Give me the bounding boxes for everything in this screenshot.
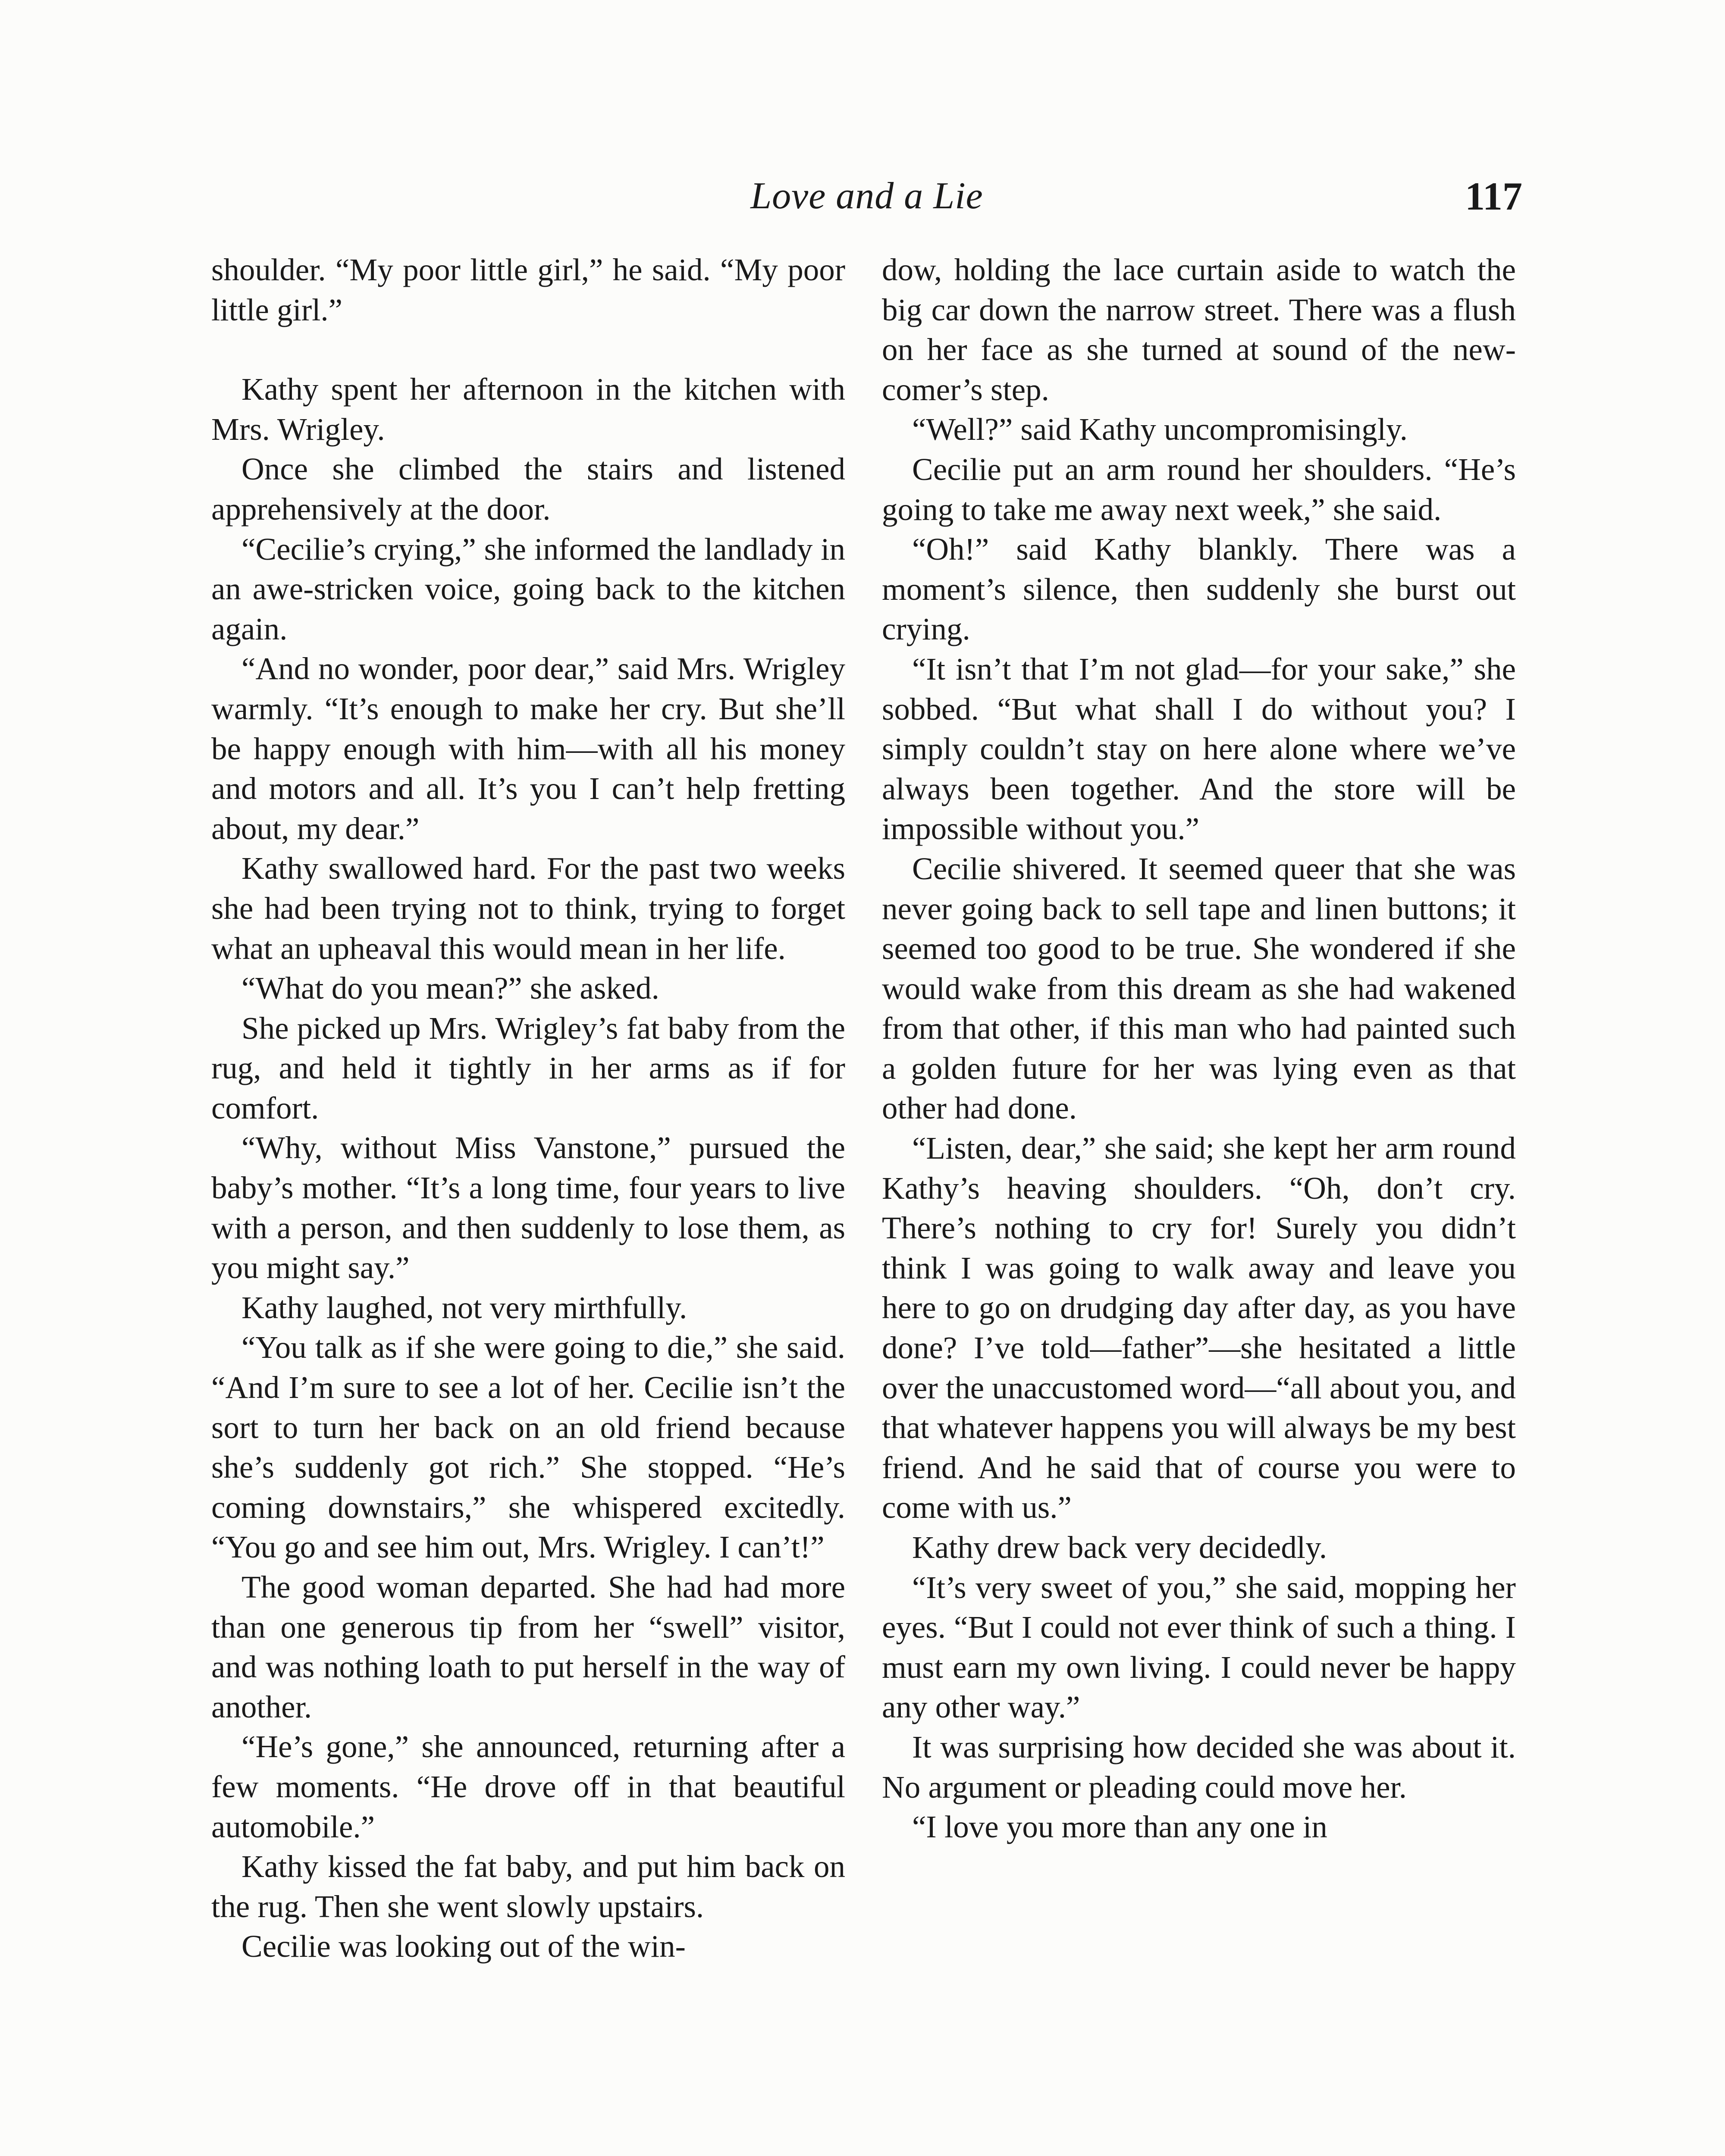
paragraph: Kathy drew back very decidedly. — [912, 1530, 1327, 1565]
paragraph: She picked up Mrs. Wrigley’s fat baby from the rug, and held it tightly in her arms as if for comfort. — [211, 1010, 845, 1125]
paragraph: “He’s gone,” she announced, returning after a few moments. “He drove off in that beautiful automobile.” — [211, 1729, 845, 1844]
paragraph: It was surprising how decided she was about it. No argument or pleading could move her. — [882, 1729, 1516, 1805]
paragraph: “What do you mean?” she asked. — [242, 971, 659, 1006]
paragraph: “It’s very sweet of you,” she said, mopping her eyes. “But I could not ever think of such a thing. I must earn my own living. I could never be happy any other way.” — [882, 1570, 1516, 1725]
paragraph: Kathy laughed, not very mirthfully. — [242, 1290, 687, 1325]
paragraph: “It isn’t that I’m not glad—for your sake,” she sobbed. “But what shall I do without you? I simply couldn’t stay on here alone where we’ve always been together. And the store will be impossible without you.” — [882, 651, 1516, 846]
paragraph: “Well?” said Kathy uncompromisingly. — [912, 412, 1408, 447]
paragraph: Kathy swallowed hard. For the past two weeks she had been trying not to think, trying to forget what an upheaval this would mean in her life. — [211, 851, 845, 966]
paragraph: Kathy kissed the fat baby, and put him back on the rug. Then she went slowly upstairs. — [211, 1849, 845, 1924]
paragraph: dow, holding the lace curtain aside to watch the big car down the narrow street. There was a flush on her face as she turned at sound of the newcomer’s step. — [882, 252, 1516, 407]
paragraph: “Why, without Miss Vanstone,” pursued the baby’s mother. “It’s a long time, four years to live with a person, and then suddenly to lose them, as you might say.” — [211, 1130, 845, 1285]
paragraph: Cecilie was looking out of the win- — [242, 1929, 686, 1964]
paragraph: “I love you more than any one in — [912, 1809, 1327, 1845]
paragraph: “And no wonder, poor dear,” said Mrs. Wrigley warmly. “It’s enough to make her cry. But she’ll be happy enough with him—with all his money and motors and all. It’s you I can’t help fretting about, my dear.” — [211, 651, 845, 846]
right-column — [882, 250, 1516, 2156]
running-head — [211, 170, 1522, 222]
paragraph: “Oh!” said Kathy blankly. There was a moment’s silence, then suddenly she burst out crying. — [882, 532, 1516, 647]
paragraph: “You talk as if she were going to die,” she said. “And I’m sure to see a lot of her. Cecilie isn’t the sort to turn her back on an old friend because she’s suddenly got rich.” She stopped. “He’s coming downstairs,” she whispered excitedly. “You go and see him out, Mrs. Wrigley. I can’t!” — [211, 1330, 845, 1565]
paragraph: Kathy spent her afternoon in the kitchen with Mrs. Wrigley. — [211, 372, 845, 447]
paragraph: “Cecilie’s crying,” she informed the landlady in an awe-stricken voice, going back to the kitchen again. — [211, 531, 845, 646]
paragraph: The good woman departed. She had had more than one generous tip from her “swell” visitor, and was nothing loath to put herself in the way of another. — [211, 1570, 845, 1724]
paragraph: Cecilie put an arm round her shoulders. “He’s going to take me away next week,” she said. — [882, 451, 1516, 527]
paragraph: Cecilie shivered. It seemed queer that she was never going back to sell tape and linen buttons; it seemed too good to be true. She wondered if she would wake from this dream as she had wakened from that other, if this man who had painted such a golden future for her was lying even as that other had done. — [882, 851, 1516, 1126]
paragraph: shoulder. “My poor little girl,” he said. “My poor little girl.” — [211, 252, 845, 327]
paragraph: “Listen, dear,” she said; she kept her arm round Kathy’s heaving shoulders. “Oh, don’t cry. There’s nothing to cry for! Surely you didn’t think I was going to walk away and leave you here to go on drudging day after day, as you have done? I’ve told—father”—she hesitated a little over the unaccustomed word—“all about you, and that whatever happens you will always be my best friend. And he said that of course you were to come with us.” — [882, 1131, 1516, 1525]
page-number: 117 — [1465, 174, 1522, 218]
left-column — [211, 250, 845, 2156]
running-title: Love and a Lie — [750, 175, 983, 217]
paragraph: Once she climbed the stairs and listened apprehensively at the door. — [211, 451, 845, 526]
